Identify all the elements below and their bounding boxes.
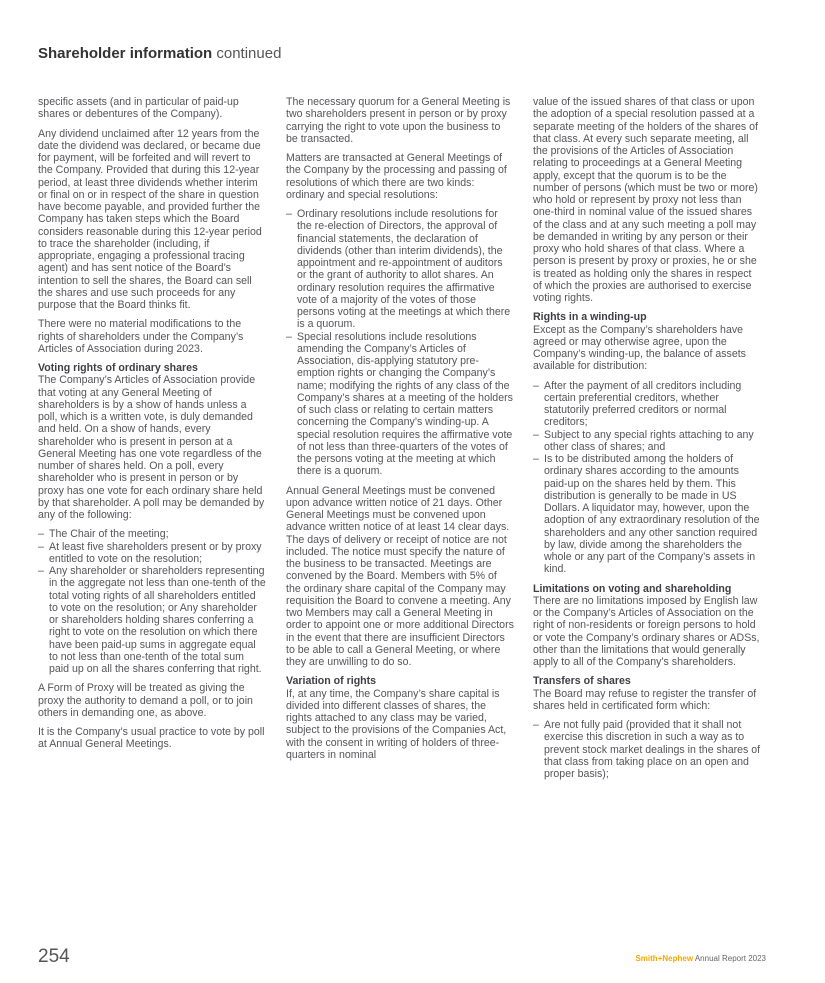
page-number: 254 (38, 946, 70, 967)
paragraph: The Board may refuse to register the transfer of shares held in certificated form which: (533, 687, 757, 712)
paragraph: A Form of Proxy will be treated as giving the proxy the authority to demand a poll, or to join others in demanding one, as above. (38, 682, 253, 719)
list-item: – Is to be distributed among the holders of ordinary shares according to the amounts paid-up on the shares held by them. This distribution is generally to be made in US Dollars. A liquidator may, however, upon the adoption of any extraordinary resolution of the shareholders and any other sanction required by law, divide among the shareholders the whole or any part of the Company’s assets in kind. (533, 453, 763, 576)
paragraph: specific assets (and in particular of paid-up shares or debentures of the Company). (38, 96, 239, 121)
list-item: – The Chair of the meeting; (38, 528, 266, 540)
paragraph: Any dividend unclaimed after 12 years from the date the dividend was declared, or became due for payment, will be forfeited and will revert to the Company. Provided that during this 12-year period, at least three dividends whether interim or final on or in respect of the share in question have become payable, and provided further the Company has taken steps which the Board considers reasonable during this 12-year period to trace the shareholder (including, if appropriate, engaging a professional tracing agent) and has sent notice of the Board’s intention to sell the shares, the Board can sell the shares and use such proceeds for any purpose that the Board thinks fit. (38, 127, 262, 311)
report-title: Annual Report 2023 (694, 954, 766, 963)
list-item: – Any shareholder or shareholders representing in the aggregate not less than one-tenth of the total voting rights of all shareholders entitled to vote on the resolution; or Any shareholder or shareholders holding shares conferring a right to vote on the resolution on which there have been paid-up sums in aggregate equal to not less than one-tenth of the total sum paid up on all the shares conferring that right. (38, 565, 266, 675)
paragraph: It is the Company’s usual practice to vote by poll at Annual General Meetings. (38, 726, 265, 751)
paragraph: value of the issued shares of that class or upon the adoption of a special resolution passed at a separate meeting of the holders of the shares of that class. At every such separate meeting, all the provisions of the Articles of Association relating to proceedings at a General Meeting apply, except that the quorum is to be the number of persons (which must be two or more) who hold or represent by proxy not less than one-third in nominal value of the issued shares of the class and at any such meeting a poll may be demanded in writing by any person or their proxy who hold shares of that class. Where a person is present by proxy or proxies, he or she is treated as holding only the shares in respect of which the proxies are authorised to exercise voting rights. (533, 96, 758, 304)
text-column-3 (533, 96, 763, 787)
section-heading: Variation of rights (286, 675, 377, 688)
page-title (38, 45, 281, 62)
paragraph: The necessary quorum for a General Meeting is two shareholders present in person or by proxy carrying the right to vote upon the business to be transacted. (286, 96, 511, 145)
list-item: – Ordinary resolutions include resolutions for the re-election of Directors, the approval of financial statements, the declaration of dividends (other than interim dividends), the appointment and re-appointment of auditors or the grant of authority to allot shares. An ordinary resolution requires the affirmative vote of a majority of the votes of those persons voting at the meetings at which there is a quorum. (286, 208, 514, 331)
bullet-list (286, 208, 514, 478)
section-heading: Voting rights of ordinary shares (38, 362, 198, 374)
bullet-list (38, 528, 266, 675)
section-heading: Rights in a winding-up (533, 311, 647, 324)
text-column-2 (286, 96, 514, 768)
list-item: – At least five shareholders present or by proxy entitled to vote on the resolution; (38, 541, 266, 566)
paragraph: Matters are transacted at General Meetings of the Company by the processing and passing of resolutions of which there are two kinds: ordinary and special resolutions: (286, 152, 507, 201)
paragraph: If, at any time, the Company’s share capital is divided into different classes of shares, the rights attached to any class may be varied, subject to the provisions of the Companies Act, with the consent in writing of holders of three-quarters in nominal (286, 687, 507, 761)
list-item: – After the payment of all creditors including certain preferential creditors, whether statutorily preferred creditors or normal creditors; (533, 380, 763, 429)
brand-logo-text: Smith+Nephew (635, 954, 694, 963)
section-heading: Transfers of shares (533, 675, 631, 688)
bullet-list (533, 380, 763, 576)
list-item: – Are not fully paid (provided that it shall not exercise this discretion in such a way as to prevent stock market dealings in the shares of that class from taking place on an open and proper basis); (533, 719, 763, 780)
bullet-list (533, 719, 763, 780)
paragraph: The Company’s Articles of Association provide that voting at any General Meeting of shareholders is by a show of hands unless a poll, which is a written vote, is duly demanded and held. On a show of hands, every shareholder who is present in person at a General Meeting has one vote regardless of the number of shares held. On a poll, every shareholder who is present in person or by proxy has one vote for each ordinary share held by that shareholder. A poll may be demanded by any of the following: (38, 374, 265, 521)
text-column-1 (38, 96, 266, 758)
page-title-main: Shareholder information (38, 45, 213, 62)
paragraph: Except as the Company’s shareholders have agreed or may otherwise agree, upon the Company’s winding-up, the balance of assets available for distribution: (533, 323, 746, 373)
page-title-suffix: continued (216, 45, 282, 62)
paragraph: There are no limitations imposed by English law or the Company’s Articles of Association on the right of non-residents or foreign persons to hold or vote the Company’s ordinary shares or ADSs, other than the limitations that would generally apply to all of the Company’s shareholders. (533, 594, 760, 668)
paragraph: There were no material modifications to the rights of shareholders under the Company’s Articles of Association during 2023. (38, 318, 244, 355)
footer-report-label (635, 954, 766, 963)
list-item: – Special resolutions include resolutions amending the Company’s Articles of Association, dis-applying statutory pre-emption rights or changing the Company’s name; modifying the rights of any class of the Company’s shares at a meeting of the holders of such class or relating to certain matters concerning the Company’s winding-up. A special resolution requires the affirmative vote of not less than three-quarters of the votes of the persons voting at the meeting at which there is a quorum. (286, 331, 514, 478)
paragraph: Annual General Meetings must be convened upon advance written notice of 21 days. Other General Meetings must be convened upon advance written notice of at least 14 clear days. The days of delivery or receipt of notice are not included. The notice must specify the nature of the business to be transacted. Meetings are convened by the Board. Members with 5% of the ordinary share capital of the Company may requisition the Board to convene a meeting. Any two Members may call a General Meeting in order to appoint one or more additional Directors in the event that there are insufficient Directors to be able to call a General Meeting, or where they are unwilling to do so. (286, 484, 514, 668)
list-item: – Subject to any special rights attaching to any other class of shares; and (533, 429, 763, 454)
section-heading: Limitations on voting and shareholding (533, 582, 732, 595)
